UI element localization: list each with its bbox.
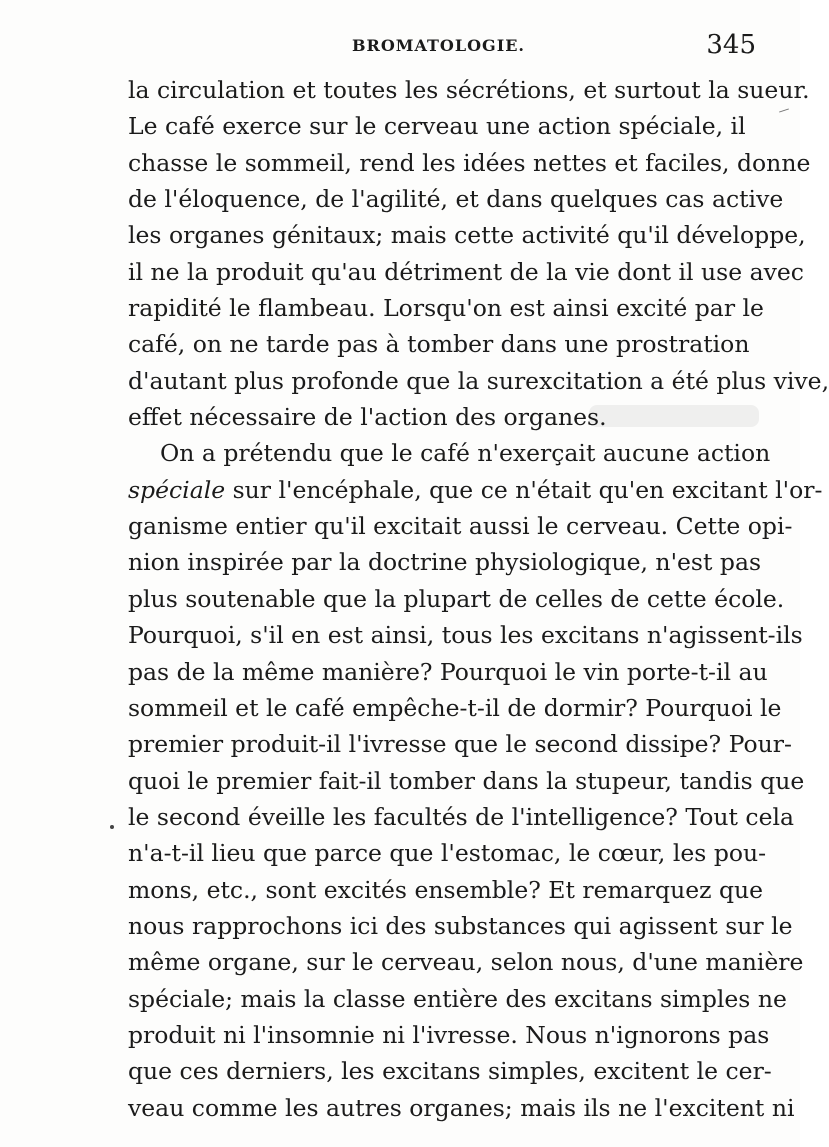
text-line: il ne la produit qu'au détriment de la vie dont il use avec <box>128 257 804 286</box>
margin-dot <box>110 825 114 829</box>
text-line <box>128 472 823 508</box>
text-run: sur l'encéphale, que ce n'était qu'en excitant l'or- <box>225 475 823 504</box>
running-title: BROMATOLOGIE. <box>352 36 525 55</box>
text-line: n'a-t-il lieu que parce que l'estomac, le cœur, les pou- <box>128 839 767 868</box>
italic-word: spéciale <box>128 475 226 504</box>
text-line: d'autant plus profonde que la surexcitation a été plus vive, <box>128 366 829 395</box>
text-line: de l'éloquence, de l'agilité, et dans quelques cas active <box>128 185 784 214</box>
page-number: 345 <box>706 30 756 60</box>
margin-mark <box>779 108 789 112</box>
paragraph-start-line <box>128 435 771 471</box>
running-head <box>126 30 756 64</box>
text-run: On a prétendu que le café n'exerçait aucune action <box>160 439 771 468</box>
text-line: Le café exerce sur le cerveau une action spéciale, il <box>128 112 746 141</box>
text-line: les organes génitaux; mais cette activité qu'il développe, <box>128 221 806 250</box>
text-line: Pourquoi, s'il en est ainsi, tous les excitans n'agissent-ils <box>128 621 803 650</box>
text-line: mons, etc., sont excités ensemble? Et remarquez que <box>128 875 764 904</box>
text-line: nion inspirée par la doctrine physiologique, n'est pas <box>128 548 762 577</box>
text-line: même organe, sur le cerveau, selon nous, d'une manière <box>128 948 804 977</box>
text-line: chasse le sommeil, rend les idées nettes et faciles, donne <box>128 148 811 177</box>
text-line: sommeil et le café empêche-t-il de dormir? Pourquoi le <box>128 693 782 722</box>
text-line: premier produit-il l'ivresse que le second dissipe? Pour- <box>128 730 792 759</box>
text-line: plus soutenable que la plupart de celles de cette école. <box>128 584 785 613</box>
text-line: la circulation et toutes les sécrétions, et surtout la sueur. <box>128 76 810 104</box>
text-line: quoi le premier fait-il tomber dans la stupeur, tandis que <box>128 766 805 795</box>
text-line: effet nécessaire de l'action des organes. <box>128 403 607 432</box>
text-line: café, on ne tarde pas à tomber dans une prostration <box>128 330 750 359</box>
text-line: produit ni l'insomnie ni l'ivresse. Nous n'ignorons pas <box>128 1020 770 1049</box>
text-line: nous rapprochons ici des substances qui agissent sur le <box>128 911 793 940</box>
text-line: le second éveille les facultés de l'intelligence? Tout cela <box>128 802 794 831</box>
text-line: spéciale; mais la classe entière des excitans simples ne <box>128 984 787 1013</box>
text-line: veau comme les autres organes; mais ils ne l'excitent ni <box>128 1093 795 1122</box>
text-line: rapidité le flambeau. Lorsqu'on est ainsi excité par le <box>128 294 764 323</box>
body-text <box>128 72 829 1126</box>
text-line: ganisme entier qu'il excitait aussi le cerveau. Cette opi- <box>128 512 793 541</box>
text-line: pas de la même manière? Pourquoi le vin porte-t-il au <box>128 657 768 686</box>
text-line: que ces derniers, les excitans simples, excitent le cer- <box>128 1057 772 1086</box>
